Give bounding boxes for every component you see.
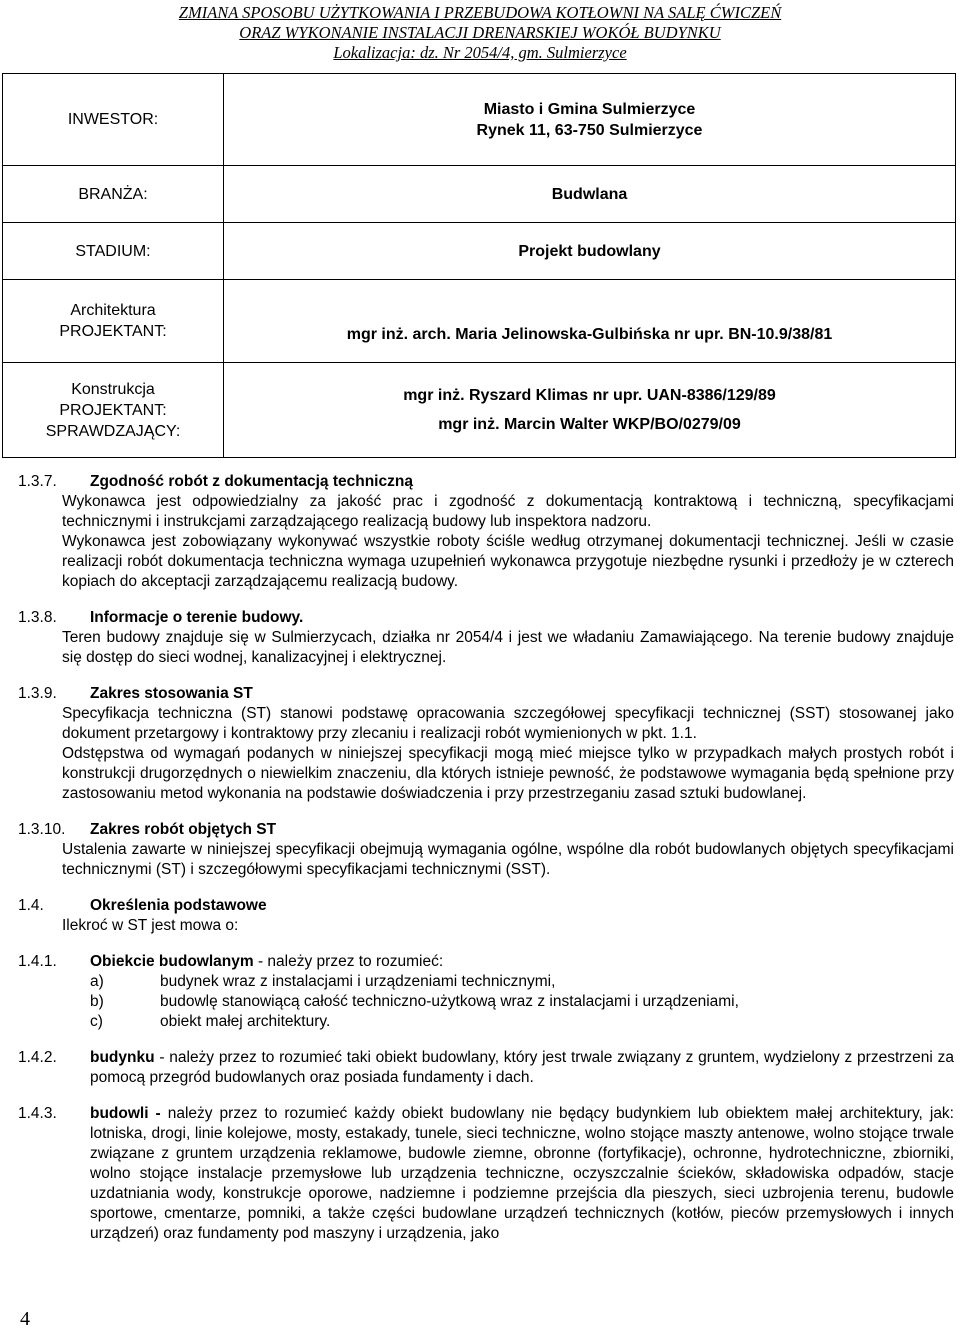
section-1-3-8-body	[62, 628, 954, 668]
document-header	[0, 3, 960, 63]
section-number: 1.3.10.	[18, 821, 66, 838]
construction-value	[224, 363, 956, 458]
construction-label	[3, 363, 224, 458]
paragraph: Ustalenia zawarte w niniejszej specyfikacji obejmują wymagania ogólne, wspólne dla robót budowlanych objętych specyfikacjami technicznymi (ST) i szczegółowymi specyfikacjami technicznymi (SST).	[62, 841, 954, 878]
definition-number: 1.4.2.	[18, 1049, 57, 1066]
stage-value: Projekt budowlany	[224, 223, 956, 280]
project-info-table	[2, 73, 956, 458]
section-1-3-7-body	[62, 492, 954, 592]
section-title: Określenia podstawowe	[90, 897, 267, 914]
header-line-2: ORAZ WYKONANIE INSTALACJI DRENARSKIEJ WOKÓŁ BUDYNKU	[239, 23, 721, 42]
construction-designer: mgr inż. Ryszard Klimas nr upr. UAN-8386/129/89	[403, 387, 776, 404]
paragraph: Wykonawca jest odpowiedzialny za jakość prac i zgodność z dokumentacją kontraktową i techniczną, specyfikacjami technicznymi i instrukcjami zarządzającego realizacją budowy lub inspektora nadzoru.	[62, 493, 954, 530]
definition-1-4-1	[18, 952, 954, 972]
construction-label-line-1: Konstrukcja	[71, 380, 155, 398]
list-text: budowlę stanowiącą całość techniczno-użytkową wraz z instalacjami i urządzeniami,	[160, 993, 739, 1010]
architecture-label-line-2: PROJEKTANT:	[59, 323, 167, 340]
definition-text	[90, 952, 954, 972]
investor-line-2: Rynek 11, 63-750 Sulmierzyce	[476, 121, 703, 139]
investor-line-1: Miasto i Gmina Sulmierzyce	[483, 100, 696, 118]
specification-content	[18, 472, 954, 1244]
paragraph: Odstępstwa od wymagań podanych w niniejszej specyfikacji mogą mieć miejsce tylko w przypadkach małych prostych robót i konstrukcji drugorzędnych o niewielkim znaczeniu, dla których istnieje pewność, że podstawowe wymagania będą spełnione przy zastosowaniu metod wykonania na podstawie doświadczenia i przy przestrzeganiu zasad sztuki budowlanej.	[62, 745, 954, 802]
section-1-4-body	[62, 916, 954, 936]
architecture-label	[3, 280, 224, 363]
section-number: 1.4.	[18, 897, 44, 914]
row-architecture	[3, 280, 956, 363]
section-title: Zgodność robót z dokumentacją techniczną	[90, 473, 413, 490]
construction-label-line-3: SPRAWDZAJĄCY:	[45, 422, 181, 440]
definition-number: 1.4.3.	[18, 1105, 57, 1122]
list-marker: b)	[90, 993, 104, 1010]
definition-term: budowli -	[90, 1105, 161, 1122]
section-1-3-9-body	[62, 704, 954, 804]
section-1-3-10-heading	[18, 820, 954, 840]
construction-checker: mgr inż. Marcin Walter WKP/BO/0279/09	[438, 416, 741, 433]
investor-value	[224, 74, 956, 166]
stage-label: STADIUM:	[3, 223, 224, 280]
list-item	[90, 1012, 954, 1032]
section-title: Zakres robót objętych ST	[90, 821, 277, 838]
header-line-1: ZMIANA SPOSOBU UŻYTKOWANIA I PRZEBUDOWA KOTŁOWNI NA SALĘ ĆWICZEŃ	[178, 3, 782, 22]
list-item	[90, 972, 954, 992]
row-investor	[3, 74, 956, 166]
architecture-value	[224, 280, 956, 363]
branch-label: BRANŻA:	[3, 166, 224, 223]
section-number: 1.3.8.	[18, 609, 57, 626]
section-title: Zakres stosowania ST	[90, 685, 253, 702]
definition-text	[90, 1048, 954, 1088]
paragraph: Ilekroć w ST jest mowa o:	[62, 917, 239, 934]
section-number: 1.3.7.	[18, 473, 57, 490]
section-1-3-9-heading	[18, 684, 954, 704]
architecture-designer: mgr inż. arch. Maria Jelinowska-Gulbińska nr upr. BN-10.9/38/81	[346, 326, 833, 343]
investor-label: INWESTOR:	[3, 74, 224, 166]
definition-text	[90, 1104, 954, 1244]
architecture-label-line-1: Architektura	[70, 302, 156, 319]
section-1-3-7-heading	[18, 472, 954, 492]
list-item	[90, 992, 954, 1012]
definition-term: budynku	[90, 1049, 155, 1066]
row-branch	[3, 166, 956, 223]
construction-label-line-2: PROJEKTANT:	[59, 401, 167, 419]
section-1-4-heading	[18, 896, 954, 916]
branch-value: Budwlana	[224, 166, 956, 223]
paragraph: Teren budowy znajduje się w Sulmierzycach, działka nr 2054/4 i jest we władaniu Zamawiającego. Na terenie budowy znajduje się dostęp do sieci wodnej, kanalizacyjnej i elektrycznej.	[62, 629, 954, 666]
page-number: 4	[20, 1308, 30, 1330]
definition-1-4-3	[18, 1104, 954, 1244]
list-marker: c)	[90, 1013, 103, 1030]
list-text: obiekt małej architektury.	[160, 1013, 331, 1030]
definition-rest: - należy przez to rozumieć taki obiekt budowlany, który jest trwale związany z gruntem, wydzielony z przestrzeni za pomocą przegród budowlanych oraz posiada fundamenty i dach.	[90, 1049, 954, 1086]
row-construction	[3, 363, 956, 458]
header-line-3: Lokalizacja: dz. Nr 2054/4, gm. Sulmierzyce	[333, 43, 627, 62]
paragraph: Specyfikacja techniczna (ST) stanowi podstawę opracowania szczegółowej specyfikacji technicznej (SST) stosowanej jako dokument przetargowy i kontraktowy przy zlecaniu i realizacji robót wymienionych w pkt. 1.1.	[62, 705, 954, 742]
paragraph: Wykonawca jest zobowiązany wykonywać wszystkie roboty ściśle według otrzymanej dokumentacji technicznej. Jeśli w czasie realizacji robót dokumentacja techniczna wymaga uzupełnień wykonawca przygotuje niezbędne rysunki i przedłoży je w czterech kopiach do akceptacji zarządzającemu realizacją budowy.	[62, 533, 954, 590]
list-marker: a)	[90, 973, 104, 990]
object-list	[90, 972, 954, 1032]
definition-term: Obiekcie budowlanym	[90, 953, 254, 970]
definition-1-4-2	[18, 1048, 954, 1088]
section-1-3-10-body	[62, 840, 954, 880]
definition-rest: - należy przez to rozumieć:	[253, 953, 444, 970]
definition-number: 1.4.1.	[18, 953, 57, 970]
definition-rest: należy przez to rozumieć każdy obiekt budowlany nie będący budynkiem lub obiektem małej architektury, jak: lotniska, drogi, linie kolejowe, mosty, estakady, tunele, sieci techniczne, wolno stojące maszty antenowe, wolno stojące trwale związane z gruntem urządzenia reklamowe, budowle ziemne, obronne (fortyfikacje), ochronne, hydrotechniczne, zbiorniki, wolno stojące instalacje przemysłowe lub urządzenia techniczne, oczyszczalnie ścieków, składowiska odpadów, stacje uzdatniania wody, konstrukcje oporowe, nadziemne i podziemne przejścia dla pieszych, sieci uzbrojenia terenu, budowle sportowe, cmentarze, pomniki, a także części budowlane urządzeń technicznych (kotłów, pieców przemysłowych i innych urządzeń) oraz fundamenty pod maszyny i urządzenia, jako	[90, 1105, 954, 1242]
section-number: 1.3.9.	[18, 685, 57, 702]
section-title: Informacje o terenie budowy.	[90, 609, 304, 626]
row-stage	[3, 223, 956, 280]
list-text: budynek wraz z instalacjami i urządzeniami technicznymi,	[160, 973, 556, 990]
section-1-3-8-heading	[18, 608, 954, 628]
